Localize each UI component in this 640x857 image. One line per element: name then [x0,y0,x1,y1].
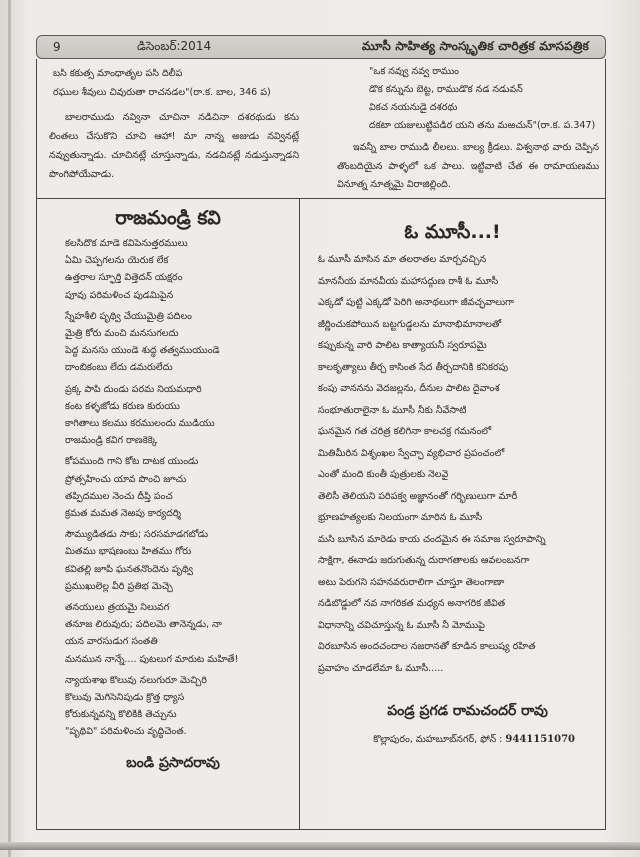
poem-line: యన వారసుడుగ సంతతి [65,636,158,648]
poem-stanza [37,453,299,522]
poem-line: దాంబికంబు లేదు డమరులేదు [65,362,173,374]
poem-body [300,249,605,679]
article-paragraph: ఇవన్నీ బాల రాముడి లీలలు. బాల్య క్రీడలు. విశ్వనాథ వారు చెప్పిన తొంబదియైన పాళ్ళలో ఒక పాలు. ఇట్టివాటి చేత ఈ రామాయణము వినూత్న నూత్నమై విరాజిల్లింది. [337,142,599,190]
poem-line: రాజమండ్రి కవిగ రాణకెక్కె [65,435,158,447]
phone-number: 9441151070 [505,734,575,745]
poem-line: ఉత్తరాల స్ఫూర్తి విత్తెదన్ యక్షరం [65,272,183,284]
article-paragraph: బాలరాముడు నవ్వినా చూచినా నడిచినా దశరథుడు కను లింతలు చేసుకొని చూచి ఆహా! మా నాన్న అజుడు నవ్వినట్లే నవ్వుతున్నాడు. చూచినట్లే చూస్తున్నాడు, నడచినట్లే నడుస్తున్నాడని పొంగిపోయేవాడు. [49,112,299,180]
poem-line: జీర్ణించుకపోయిన బట్టగుడ్డలను మానాభిమానాలతో [318,318,502,330]
poem-line: ఘనమైన గత చరిత్ర కలిగినా కాలచక్ర గమనంలో [318,426,492,437]
poem-line: కలసిదొక మాడె కవిపెనుత్తరములు [65,238,188,249]
poem-rajamandri-kavi [37,205,299,774]
poem-author: బండి ప్రసాదరావు [126,754,220,771]
poem-line: సౌమ్యుడితడు సాకు; సరసమాడగబోడు [65,529,209,541]
poem-line: మితము భాషణంబు హితము గోరు [65,546,192,558]
poem-line: తప్పిదముల నెంచు దీప్తి పంచ [65,490,173,502]
page-header [36,35,606,59]
poem-stanza [37,235,299,304]
poem-line: కంపు వాననను వెదజల్లను, దీనుల పాలిట దైవాంశ [318,383,500,394]
article-left-column [49,64,299,184]
verse-line: వికచ నయనుడై దశరథు [369,102,458,113]
poem-line: మైత్రి కోరు మంచి మనసుగలదు [65,328,179,340]
poem-line: కవితల్లి జూపి ఘనతనొందెను పృథ్వి [65,563,194,575]
poem-line: మనమున నాన్నే.... పుటలుగ మారుట మహితే! [65,653,239,665]
poem-line: కాలకృత్యాలు తీర్చ కాసింత సేద తీర్చదానికి కనికరపు [318,361,509,373]
poem-line: తనూజ లిరువురు; పదిలమె తానెన్నడు, నా [65,619,222,631]
continued-article [37,59,605,199]
quoted-verse [337,63,599,135]
poem-line: మితిమీరిన విశృంఖల స్వేచ్ఛా వ్యభిచార ప్రపంచంలో [318,447,505,459]
poem-stanza [37,672,299,741]
poem-line: అటు పెరుగని సహనవరురాలిగా చూస్తూ తెలంగాణా [318,576,505,588]
binding-edge [8,0,11,857]
page-number: 9 [53,40,61,54]
verse-line: "ఒక నవ్వు నవ్వ రాముం [369,66,459,77]
author-address [300,734,605,747]
page-bottom-edge [0,842,640,850]
poem-line: ఓ మూసీ మాసిన మా తలరాతల మార్చవచ్చిన [318,254,487,265]
poem-line: "పృథివి" పరిమళించు వృద్ధిచెంత. [65,726,187,738]
quoted-verse [49,64,299,102]
poem-line: విరబూసిన అందచందాల నజరానతో కూడిన కాలుష్య రహిత [318,641,536,652]
poem-line: నడిబొడ్డులో నవ నాగరికత మధ్యన అనాగరిక జీవిత [318,598,506,609]
poem-stanza [37,526,299,595]
poem-line: కప్పుకున్న వారి పాలిట కాత్యాయనీ స్వరూపమై [318,340,487,351]
poem-line: ఏమి చెప్పగలను యెరుక లేక [65,255,169,267]
poem-line: విధానాన్ని చవిచూస్తున్న ఓ మూసీ నీ మోముపై [318,619,485,631]
content-frame [36,59,606,830]
poem-stanza [37,308,299,377]
poem-line: కంట కళ్ళజోడు కరుణ కురుయు [65,400,180,412]
verse-line: బసి కకుత్స మాంధాతృల పసి దిలీప [53,68,183,79]
poem-line: కోపముంది గాని కోట దాటక యుండు [65,456,199,468]
poem-line: మసి బూసిన మారెడు కాయ చందమైన ఈ సమాజ స్వరూపాన్ని [318,533,546,545]
poem-stanza [37,599,299,668]
poem-line: ప్రోత్సహించు యావ పొంచి జూచు [65,473,187,485]
poem-line: కోరుకున్నవన్ని కొలికికి తెచ్చును [65,709,177,721]
poem-stanza [37,381,299,450]
poem-line: పెద్ద మనసు యుండె శుద్ధ తత్వముయుండె [65,345,220,357]
issue-date: డిసెంబర్:2014 [137,38,212,53]
verse-line: రఘుల శీవులు చివురుతా రాచనడల"(రా.క. బాల, 346 ప) [53,87,271,98]
poem-line: స్నేహశీలి పృథ్వి చేయుమైత్రి పదిలం [65,310,192,322]
poem-line: ప్రక్క పాపి దుండు పరమ నియమధారి [65,383,202,395]
poem-line: ఎక్కడో పుట్టి ఎక్కడో పెరిగి అనాథలుగా జీవచ్ఛవాలుగా [318,297,514,308]
poem-title: ఓ మూసీ...! [404,221,501,243]
poem-line: ప్రముఖులెల్ల వీరి ప్రతిభ మెచ్చె [65,580,173,592]
poem-line: ప్రవాహం చూడలేమా ఓ మూసీ..... [318,662,444,674]
verse-line: డొక కన్నును బెట్ట, రాముడొక నడ నడువన్ [369,84,523,95]
magazine-title: మూసీ సాహిత్య సాంస్కృతిక చారిత్రక మాసపత్రిక [361,38,589,53]
poem-line: క్రమత మమత నెఱపు కార్యదర్శి [65,508,182,520]
poem-line: సంభూతురాలైనా ఓ మూసీ నీకు నీవేసాటి [318,404,467,416]
poem-title: రాజమండ్రి కవి [115,207,221,229]
poem-line: భ్రూణహత్యలకు నిలయంగా మారిన ఓ మూసీ [318,512,483,523]
address-text: కొల్లాపురం, మహబూబ్‌నగర్, ఫోన్ : [373,734,503,745]
article-right-column [337,63,599,195]
poem-line: పూవు పరిమళించ పుడమిపైన [65,289,174,301]
poem-line: తనయులు త్రయమై నిలువగ [65,602,170,614]
verse-line: దకటా యజులుట్టిపడిర యని తను మఱచున్"(రా.క. ప.347) [369,120,596,131]
poem-line: కాగితాలు కలము కరములందు ముడియు [65,418,215,430]
poem-line: తెలిసీ తెలియని పరిపక్వ అజ్ఞానంతో గర్భిణులుగా మారీ [318,490,518,502]
poem-line: న్యాయశాఖ కొలువు నలుగురూ మెచ్చిరి [65,674,207,686]
poem-author: పండ్ర ప్రగడ రామచందర్ రావు [387,703,548,719]
poem-o-musi [300,219,605,747]
poem-line: కొలువు మెగిసెనిపుడు క్రొత్త ధ్యాస [65,692,185,704]
poem-line: సాక్షిగా, ఈనాడు జరుగుతున్న దురాగతాలకు ఆవలంబనగా [318,555,530,566]
poem-line: ఎంతో మంది కుంతీ పుత్రులకు నెలవై [318,469,449,480]
poem-line: మాననీయ మానవీయ మహాసద్గుణ రాశీ ఓ మూసీ [318,275,499,287]
